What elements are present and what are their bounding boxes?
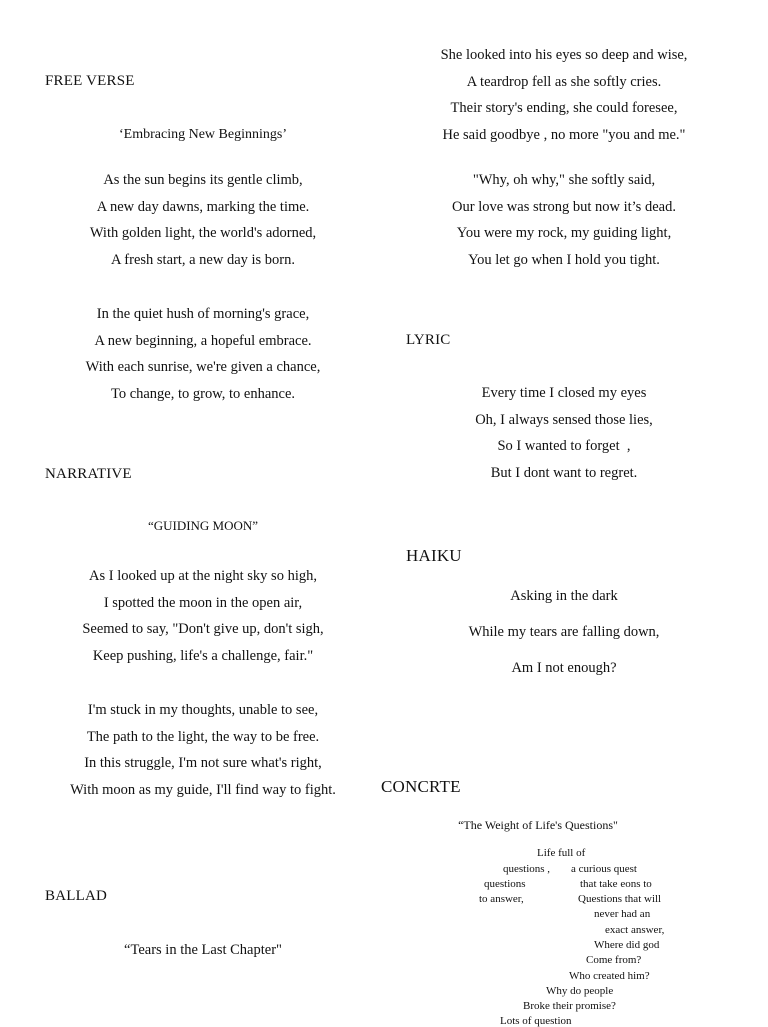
concrete-line: exact answer,: [605, 924, 665, 936]
concrete-line: Why do people: [546, 985, 614, 997]
poem-line: You let go when I hold you tight.: [468, 252, 660, 269]
poem-line: A fresh start, a new day is born.: [110, 252, 296, 269]
poem-line: A teardrop fell as she softly cries.: [466, 73, 662, 90]
poem-line: I'm stuck in my thoughts, unable to see,: [87, 702, 319, 718]
poem-line: Am I not enough?: [511, 660, 617, 676]
poem-line: In this struggle, I'm not sure what's right,: [84, 755, 322, 772]
concrete-line: never had an: [594, 908, 651, 920]
concrete-line: a curious quest: [571, 863, 637, 875]
poem-line: A new beginning, a hopeful embrace.: [94, 332, 312, 349]
poem-line: In the quiet hush of morning's grace,: [96, 306, 310, 322]
narrative-stanza-1: [55, 563, 351, 670]
narrative-heading: NARRATIVE: [45, 466, 132, 482]
narrative-title: “GUIDING MOON”: [147, 518, 259, 533]
concrete-line: Where did god: [594, 939, 660, 951]
poem-line: I spotted the moon in the open air,: [103, 594, 303, 611]
poem-line: He said goodbye , no more "you and me.": [442, 127, 686, 144]
narrative-stanza-2: [55, 697, 351, 804]
concrete-line: Come from?: [586, 954, 642, 966]
free-verse-title: ‘Embracing New Beginnings’: [119, 127, 287, 142]
poem-line: As the sun begins its gentle climb,: [103, 172, 303, 188]
poem-line: Our love was strong but now it’s dead.: [452, 198, 676, 215]
poem-line: She looked into his eyes so deep and wise,: [440, 47, 688, 63]
concrete-line: Who created him?: [569, 970, 650, 982]
poem-line: Oh, I always sensed those lies,: [475, 411, 653, 428]
poem-line: Seemed to say, "Don't give up, don't sigh,: [82, 621, 324, 638]
poem-line: With golden light, the world's adorned,: [89, 225, 317, 242]
concrete-line: that take eons to: [580, 878, 652, 890]
poem-line: With moon as my guide, I'll find way to fight.: [70, 782, 336, 799]
poem-line: Their story's ending, she could foresee,: [450, 100, 678, 117]
poem-line: While my tears are falling down,: [468, 624, 660, 640]
poem-line: With each sunrise, we're given a chance,: [85, 359, 321, 376]
concrete-line: Life full of: [537, 847, 586, 859]
concrete-line: Questions that will: [578, 893, 662, 905]
concrete-line: to answer,: [479, 893, 524, 905]
concrete-line: questions ,: [503, 863, 551, 875]
poem-line: The path to the light, the way to be free.: [86, 728, 320, 745]
free-verse-stanza-2: [55, 301, 351, 408]
poem-line: Every time I closed my eyes: [481, 385, 647, 401]
lyric-stanza: [414, 380, 714, 487]
poem-line: Keep pushing, life's a challenge, fair.": [92, 648, 314, 665]
concrete-line: Broke their promise?: [523, 1000, 616, 1012]
free-verse-stanza-1: [55, 167, 351, 274]
poem-line: But I dont want to regret.: [490, 465, 638, 482]
concrete-line: Lots of question: [500, 1015, 572, 1027]
haiku-heading: HAIKU: [406, 546, 462, 565]
concrete-heading: CONCRTE: [381, 777, 461, 796]
poem-line: Asking in the dark: [510, 588, 618, 604]
concrete-line: questions: [484, 878, 526, 890]
poem-line: You were my rock, my guiding light,: [456, 225, 672, 242]
ballad-heading: BALLAD: [45, 888, 108, 904]
poem-line: A new day dawns, marking the time.: [96, 198, 310, 215]
concrete-title: “The Weight of Life's Questions": [458, 818, 618, 832]
ballad-stanza-1: [414, 42, 714, 149]
poem-line: As I looked up at the night sky so high,: [89, 568, 317, 584]
poem-line: So I wanted to forget ,: [497, 438, 631, 455]
lyric-heading: LYRIC: [406, 332, 451, 348]
haiku-stanza: [414, 578, 714, 686]
free-verse-heading: FREE VERSE: [45, 73, 135, 89]
poem-line: "Why, oh why," she softly said,: [472, 172, 656, 188]
ballad-stanza-2: [414, 167, 714, 274]
poem-line: To change, to grow, to enhance.: [110, 386, 296, 403]
ballad-title: “Tears in the Last Chapter": [124, 942, 282, 958]
